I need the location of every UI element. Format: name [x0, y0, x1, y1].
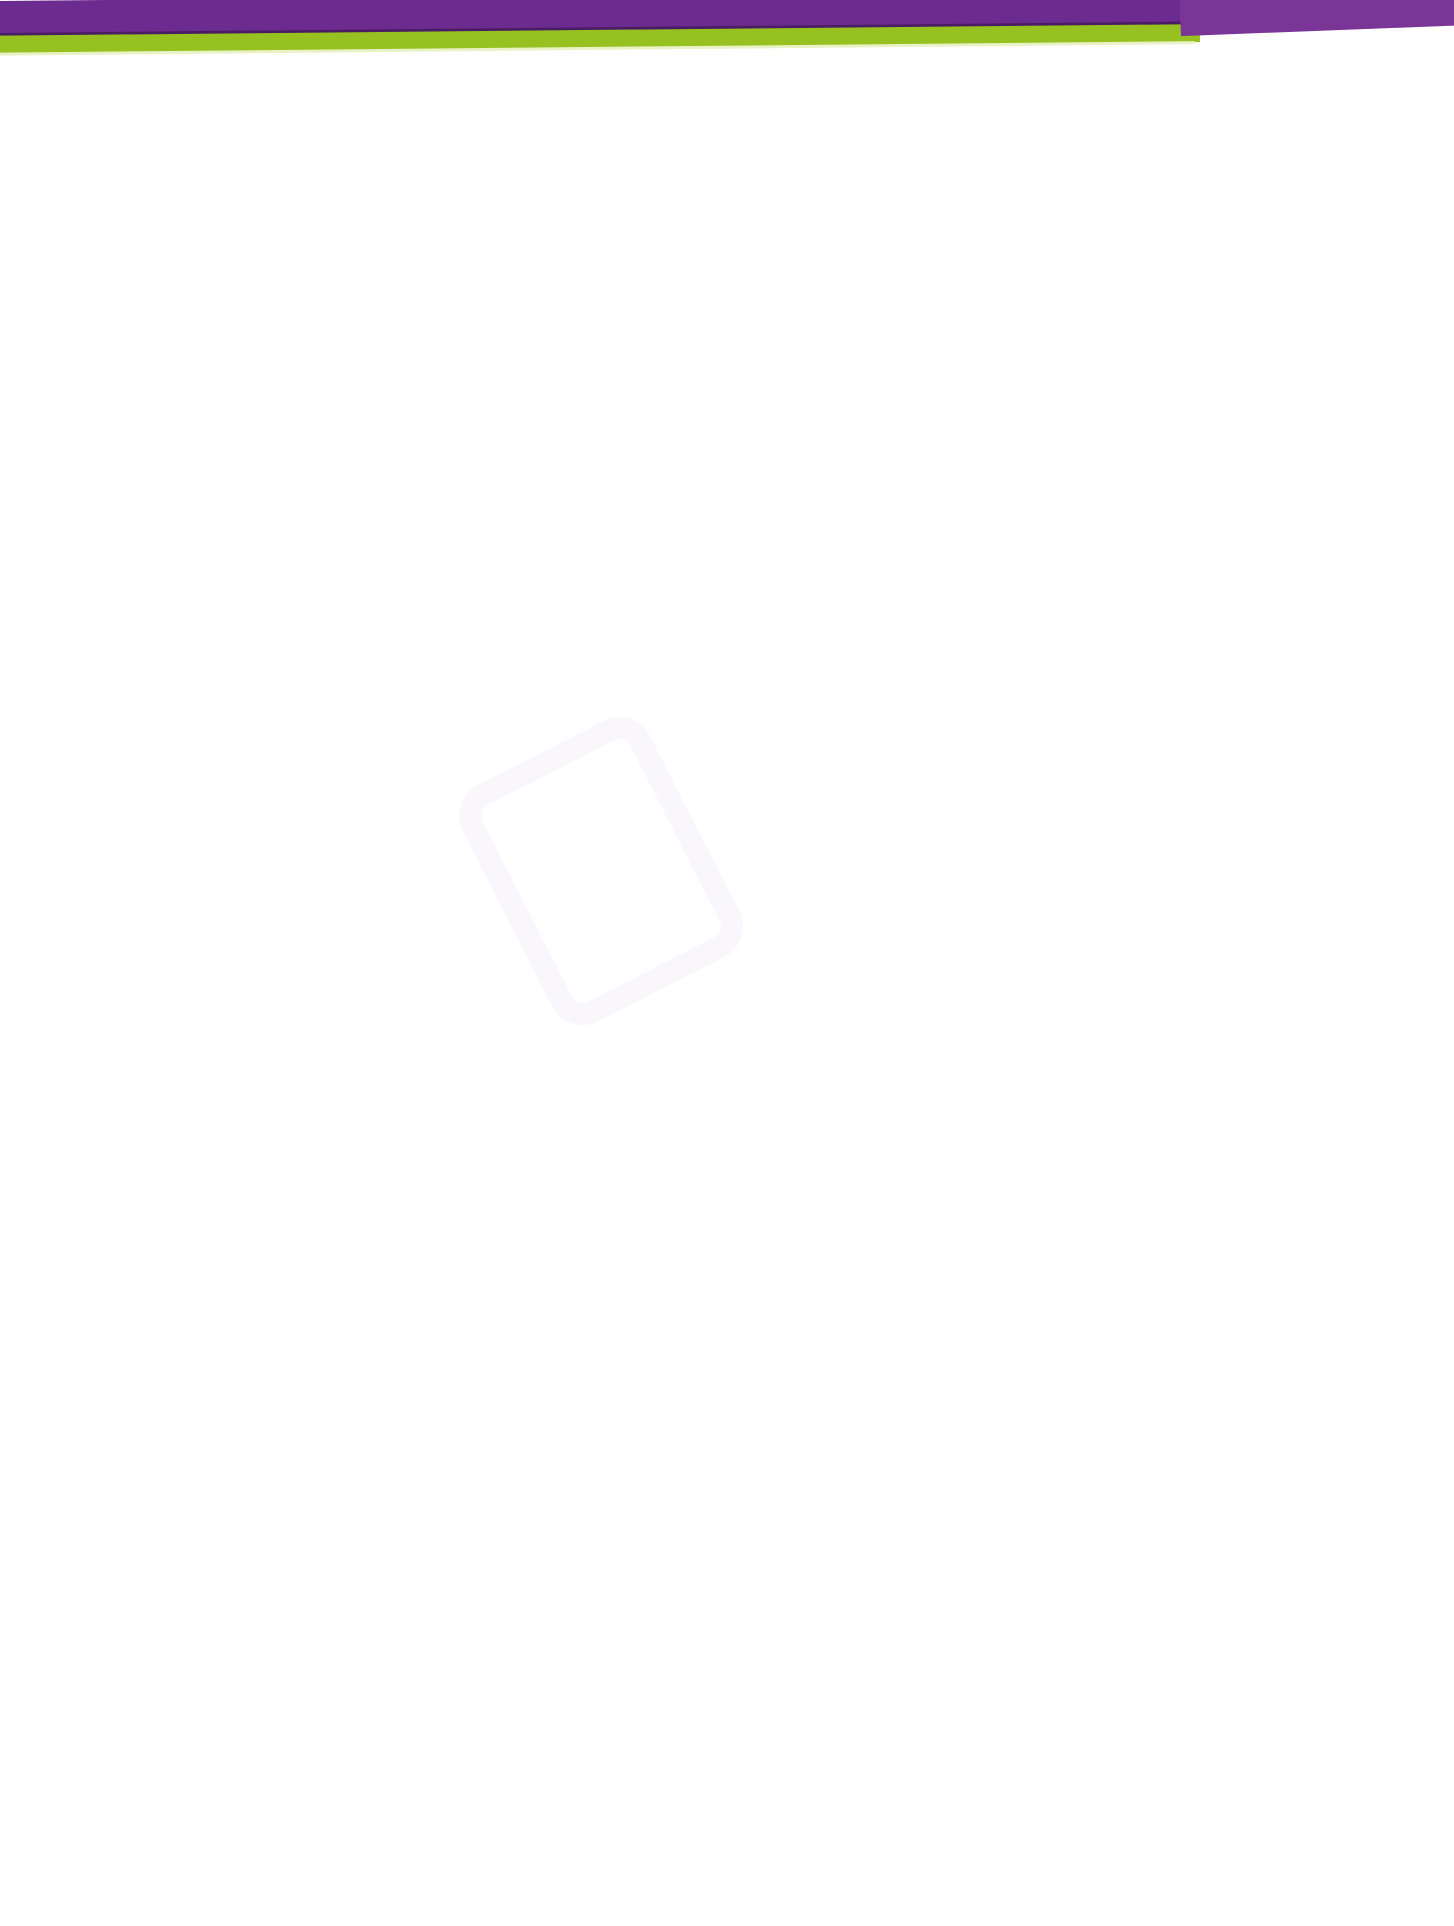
watermark-box-icon	[447, 705, 754, 1036]
byjus-watermark	[500, 470, 1199, 1169]
header-band-purple-right	[1179, 0, 1454, 36]
header-decoration	[0, 0, 1454, 58]
watermark-wordmark	[500, 470, 963, 706]
watermark-tagline	[503, 476, 966, 712]
